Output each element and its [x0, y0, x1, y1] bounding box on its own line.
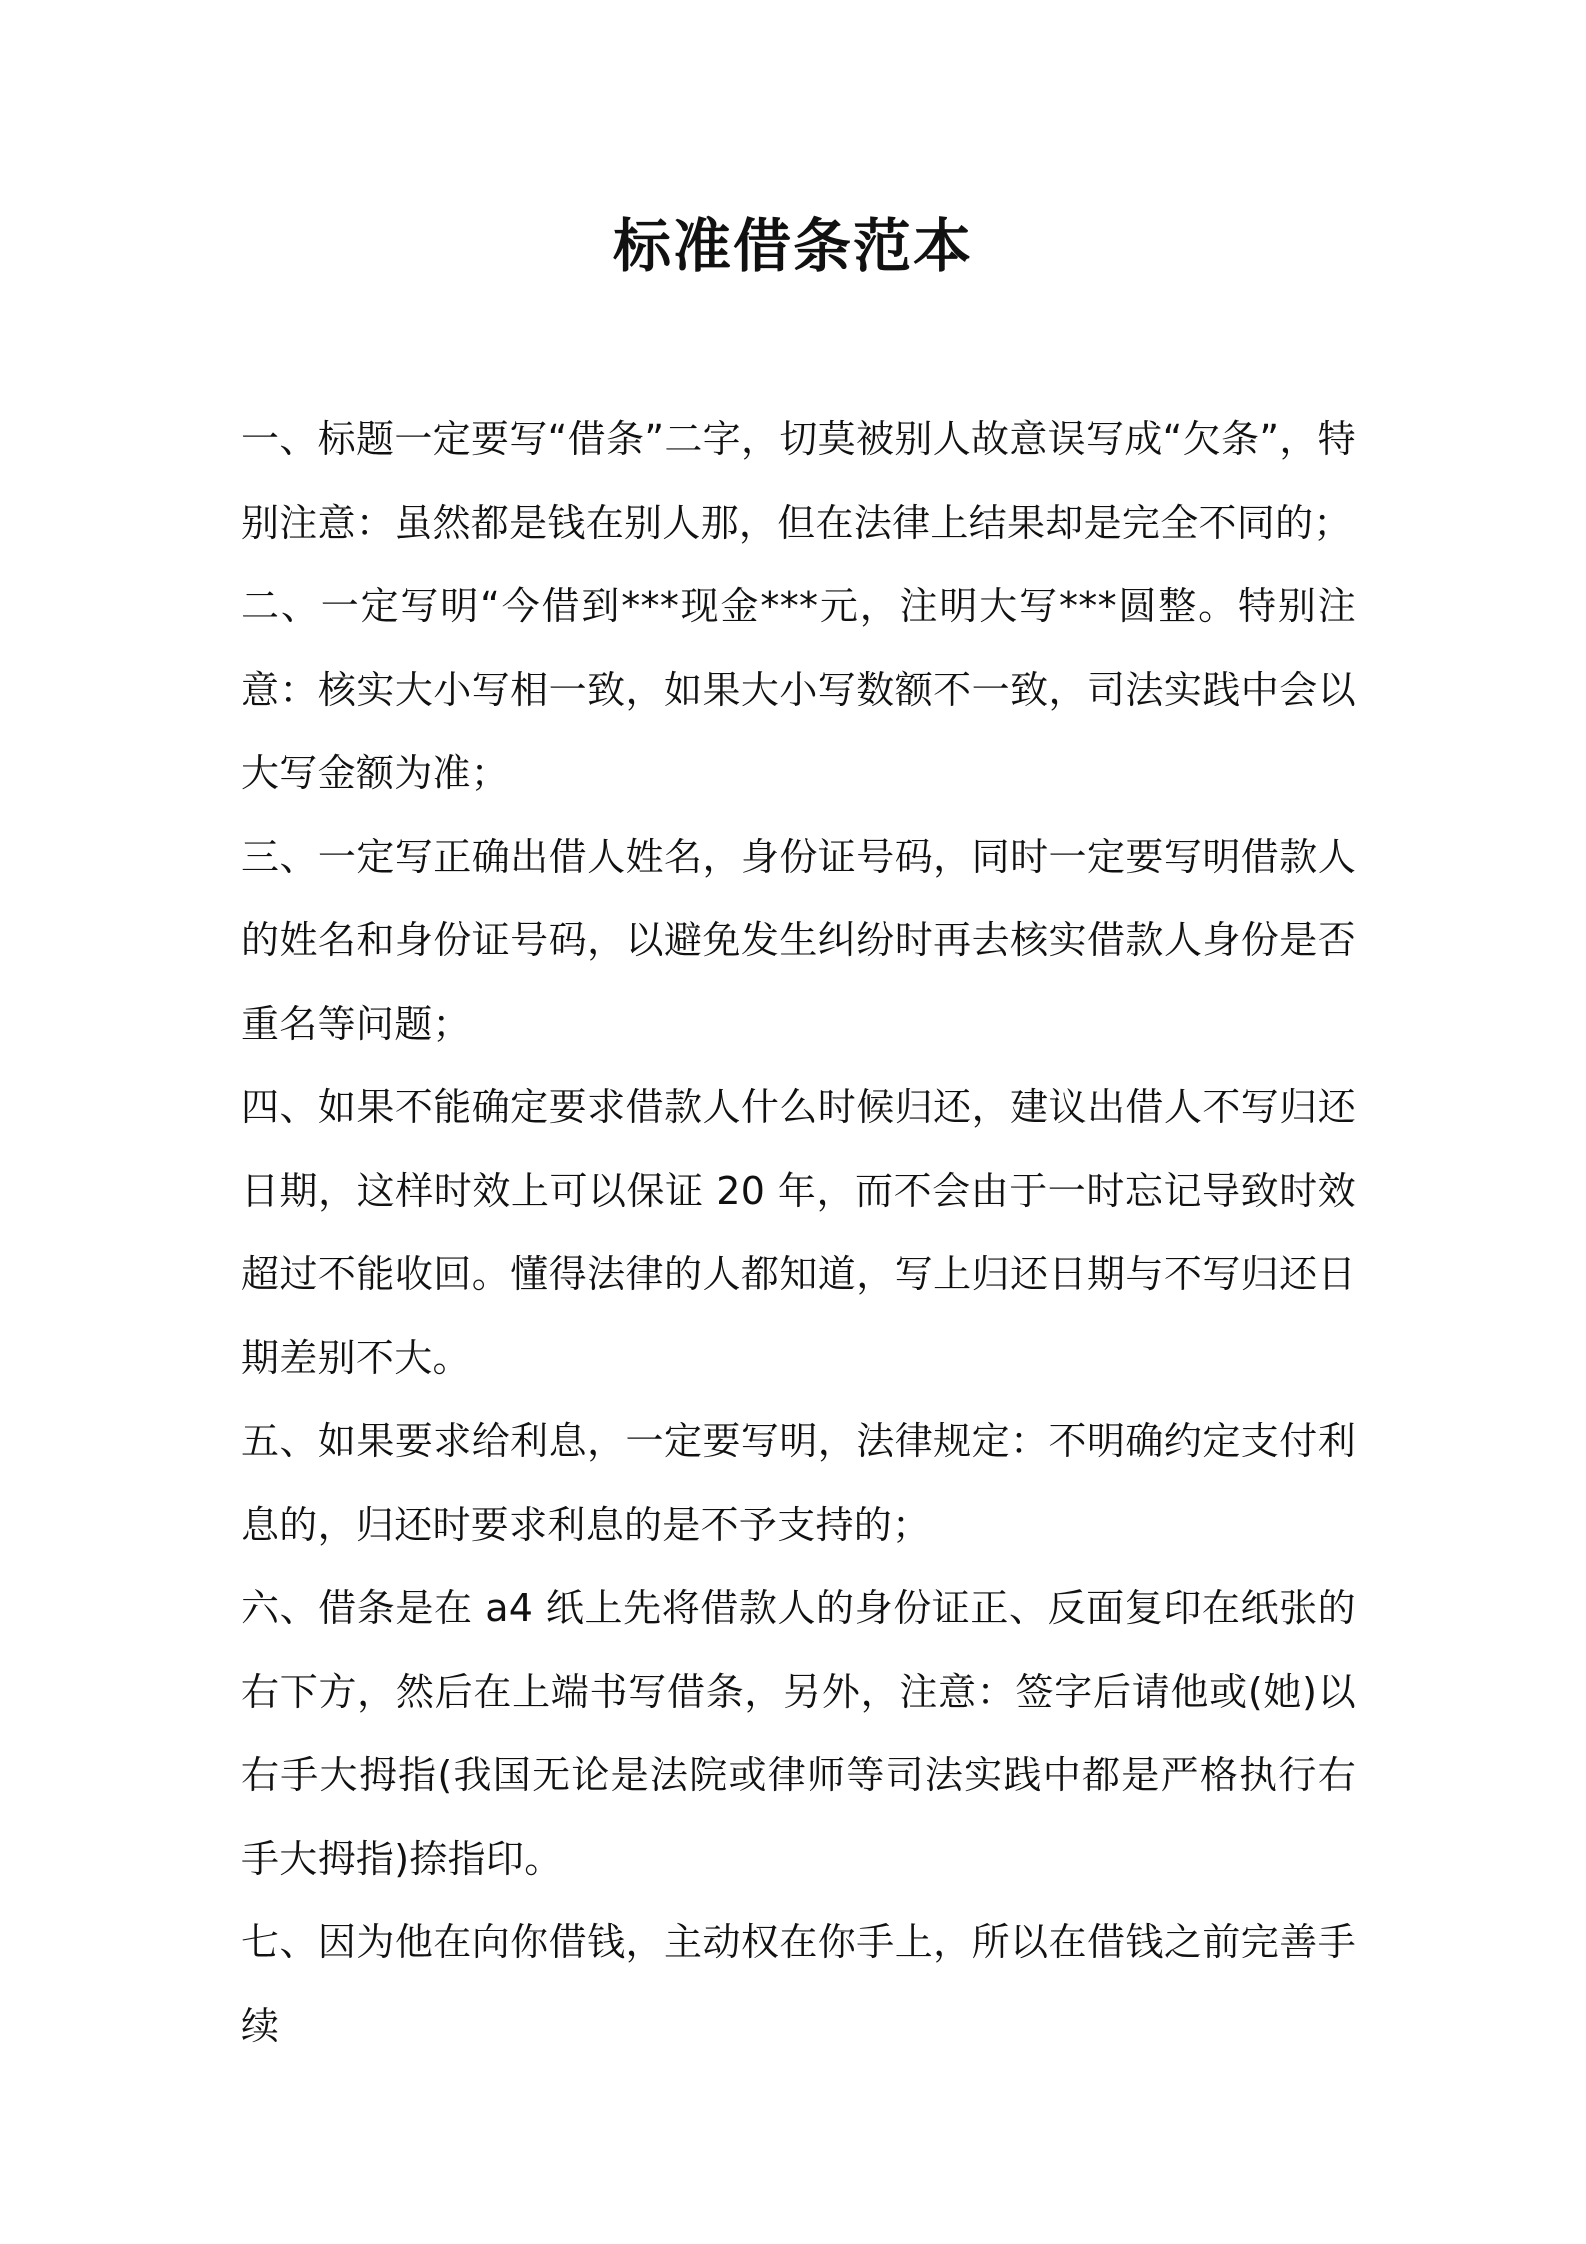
document-title: 标准借条范本	[612, 212, 973, 280]
paragraph-1: 一、标题一定要写“借条”二字，切莫被别人故意误写成“欠条”，特别注意：虽然都是钱在别人那，但在法律上结果却是完全不同的；	[241, 417, 1356, 545]
paragraph-5: 五、如果要求给利息，一定要写明，法律规定：不明确约定支付利息的，归还时要求利息的是不予支持的；	[241, 1419, 1356, 1547]
paragraph-4: 四、如果不能确定要求借款人什么时候归还，建议出借人不写归还日期，这样时效上可以保证 20 年，而不会由于一时忘记导致时效超过不能收回。懂得法律的人都知道，写上归还日期与不写归还日期差别不大。	[241, 1085, 1356, 1380]
document-body	[241, 398, 1356, 2068]
paragraph-6: 六、借条是在 a4 纸上先将借款人的身份证正、反面复印在纸张的右下方，然后在上端书写借条，另外，注意：签字后请他或(她)以右手大拇指(我国无论是法院或律师等司法实践中都是严格执行右手大拇指)捺指印。	[241, 1586, 1356, 1881]
paragraph-7: 七、因为他在向你借钱，主动权在你手上，所以在借钱之前完善手续	[241, 1920, 1356, 2048]
paragraph-2: 二、一定写明“今借到***现金***元，注明大写***圆整。特别注意：核实大小写相一致，如果大小写数额不一致，司法实践中会以大写金额为准；	[241, 584, 1356, 795]
paragraph-3: 三、一定写正确出借人姓名，身份证号码，同时一定要写明借款人的姓名和身份证号码，以避免发生纠纷时再去核实借款人身份是否重名等问题；	[241, 834, 1356, 1046]
